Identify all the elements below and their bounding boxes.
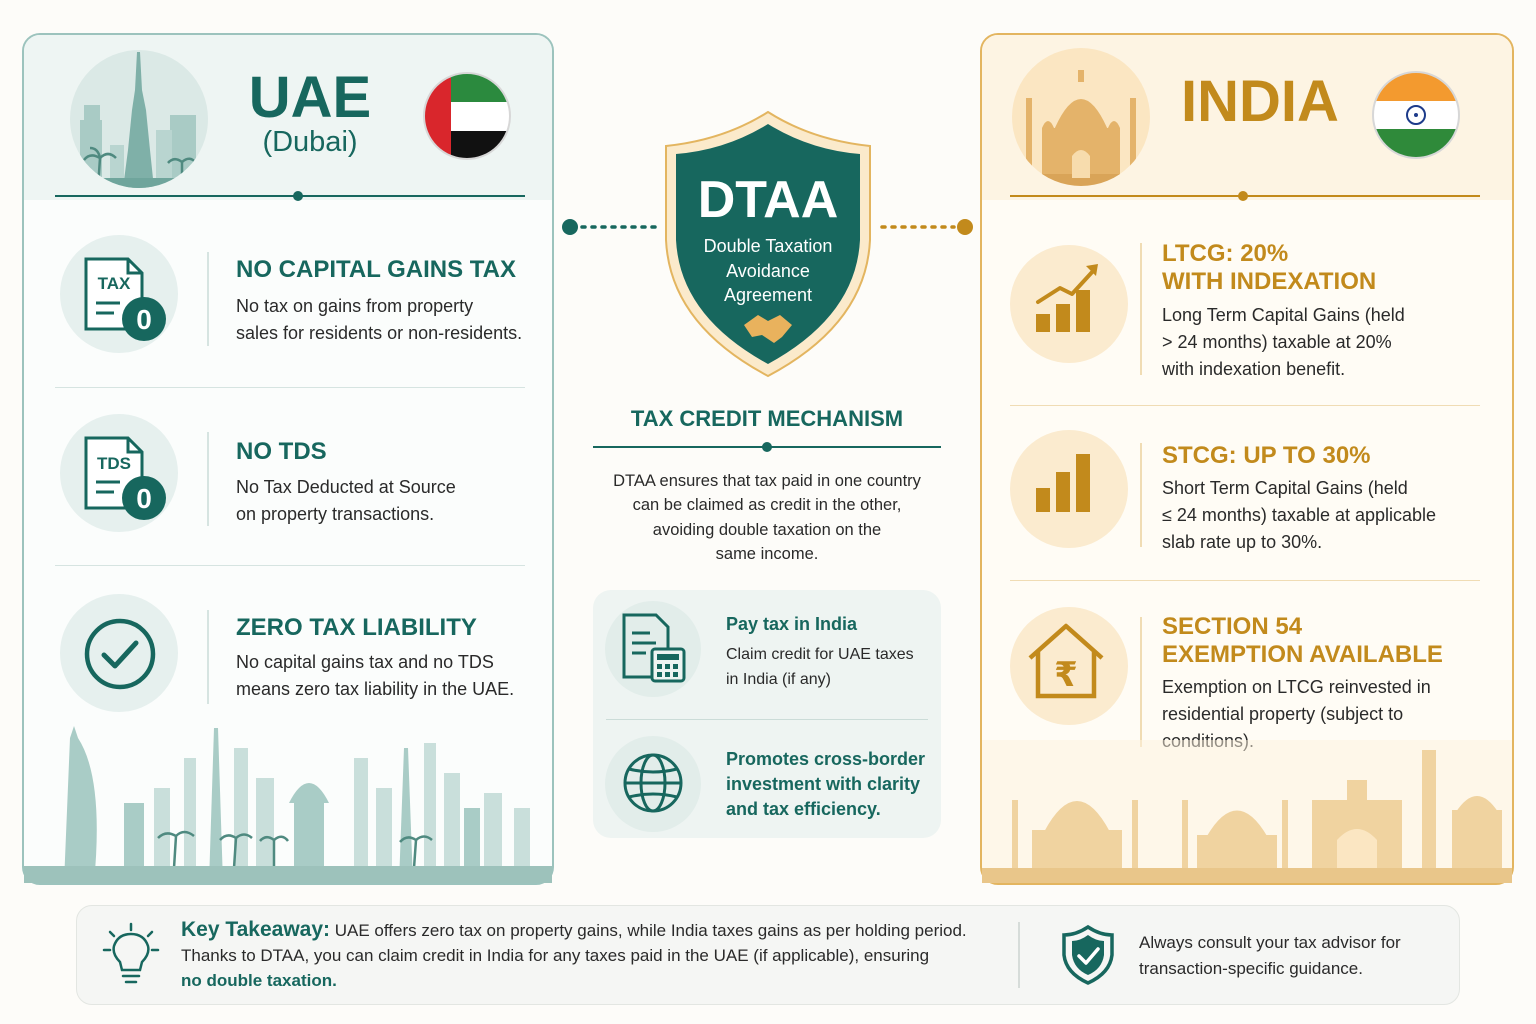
mechanism-item-title: Pay tax in India: [726, 614, 858, 634]
mechanism-description: DTAA ensures that tax paid in one country can be claimed as credit in the other, avoiding double taxation on the same income.: [613, 472, 921, 563]
shield-check-icon: [1062, 925, 1114, 985]
uae-item-desc: No Tax Deducted at Source on property transactions.: [236, 477, 456, 524]
uae-row-divider: [55, 387, 525, 388]
uae-item-desc: No tax on gains from property sales for residents or non-residents.: [236, 296, 523, 343]
india-item-title: LTCG: 20% WITH INDEXATION: [1162, 240, 1377, 295]
mechanism-row-divider: [606, 719, 928, 720]
footer-separator: [1018, 922, 1020, 988]
bar-chart-icon: [1034, 452, 1096, 514]
tds-badge-text: TDS: [97, 454, 131, 473]
rupee-house-icon: [1026, 620, 1106, 700]
india-item-title: SECTION 54 EXEMPTION AVAILABLE: [1162, 613, 1443, 668]
uae-title: UAE: [248, 65, 372, 130]
india-monuments-illustration: [982, 740, 1512, 883]
uae-subtitle: (Dubai): [262, 126, 358, 158]
india-item-separator: [1140, 243, 1142, 375]
india-item-separator: [1140, 617, 1142, 747]
uae-row-divider: [55, 565, 525, 566]
mechanism-divider-dot: [762, 442, 772, 452]
key-takeaway-label: Key Takeaway:: [181, 918, 331, 941]
uae-item-separator: [207, 432, 209, 526]
uae-item-title: NO CAPITAL GAINS TAX: [236, 256, 517, 283]
india-row-divider: [1010, 580, 1480, 581]
india-item-desc: Exemption on LTCG reinvested in residential property (subject to: [1162, 677, 1431, 724]
key-takeaway-text: Key Takeaway: UAE offers zero tax on property gains, while India taxes gains as per holding period. Thanks to DTAA, you can claim credit in India for any taxes paid in the UAE (if applicable), ensuring no double taxation.: [181, 918, 967, 990]
dubai-skyline-illustration: [24, 718, 552, 883]
svg-text:₹: ₹: [1054, 655, 1078, 695]
tds-badge-value: 0: [136, 483, 152, 514]
uae-flag-icon: [423, 72, 511, 160]
uae-divider-dot: [293, 191, 303, 201]
india-divider-dot: [1238, 191, 1248, 201]
india-title: INDIA: [1181, 69, 1339, 134]
uae-item-title: NO TDS: [236, 438, 327, 465]
document-calculator-icon: [622, 613, 688, 683]
india-item-desc: Long Term Capital Gains (held > 24 months) taxable at 20% with indexation benefit.: [1162, 305, 1405, 379]
dtaa-subtitle: Double Taxation Avoidance Agreement: [703, 236, 833, 305]
tax-zero-document-icon: [84, 257, 168, 341]
burj-khalifa-icon: [70, 50, 208, 188]
lightbulb-icon: [102, 922, 160, 986]
globe-icon: [622, 752, 684, 814]
india-item-title: STCG: UP TO 30%: [1162, 442, 1371, 469]
advisor-note: Always consult your tax advisor for transaction-specific guidance.: [1139, 933, 1401, 978]
india-flag-icon: [1372, 71, 1460, 159]
mechanism-item-desc: Claim credit for UAE taxes in India (if any): [726, 646, 914, 688]
india-item-desc: Short Term Capital Gains (held ≤ 24 months) taxable at applicable slab rate up to 30%.: [1162, 478, 1437, 552]
tax-badge-value: 0: [136, 304, 152, 335]
uae-item-title: ZERO TAX LIABILITY: [236, 614, 477, 641]
tax-badge-text: TAX: [97, 274, 131, 293]
mechanism-item-title: Promotes cross-border investment with clarity and tax efficiency.: [726, 749, 926, 819]
tds-zero-document-icon: [84, 436, 168, 520]
india-row-divider: [1010, 405, 1480, 406]
uae-header-divider: [55, 195, 525, 197]
taj-mahal-icon: [1012, 48, 1150, 186]
india-item-separator: [1140, 443, 1142, 547]
uae-item-desc: No capital gains tax and no TDS means zero tax liability in the UAE.: [236, 652, 515, 699]
uae-item-separator: [207, 252, 209, 346]
growth-chart-arrow-icon: [1034, 262, 1104, 334]
uae-item-separator: [207, 610, 209, 704]
dtaa-title: DTAA: [697, 171, 839, 229]
checkmark-circle-icon: [84, 618, 156, 690]
mechanism-title: TAX CREDIT MECHANISM: [630, 406, 904, 431]
